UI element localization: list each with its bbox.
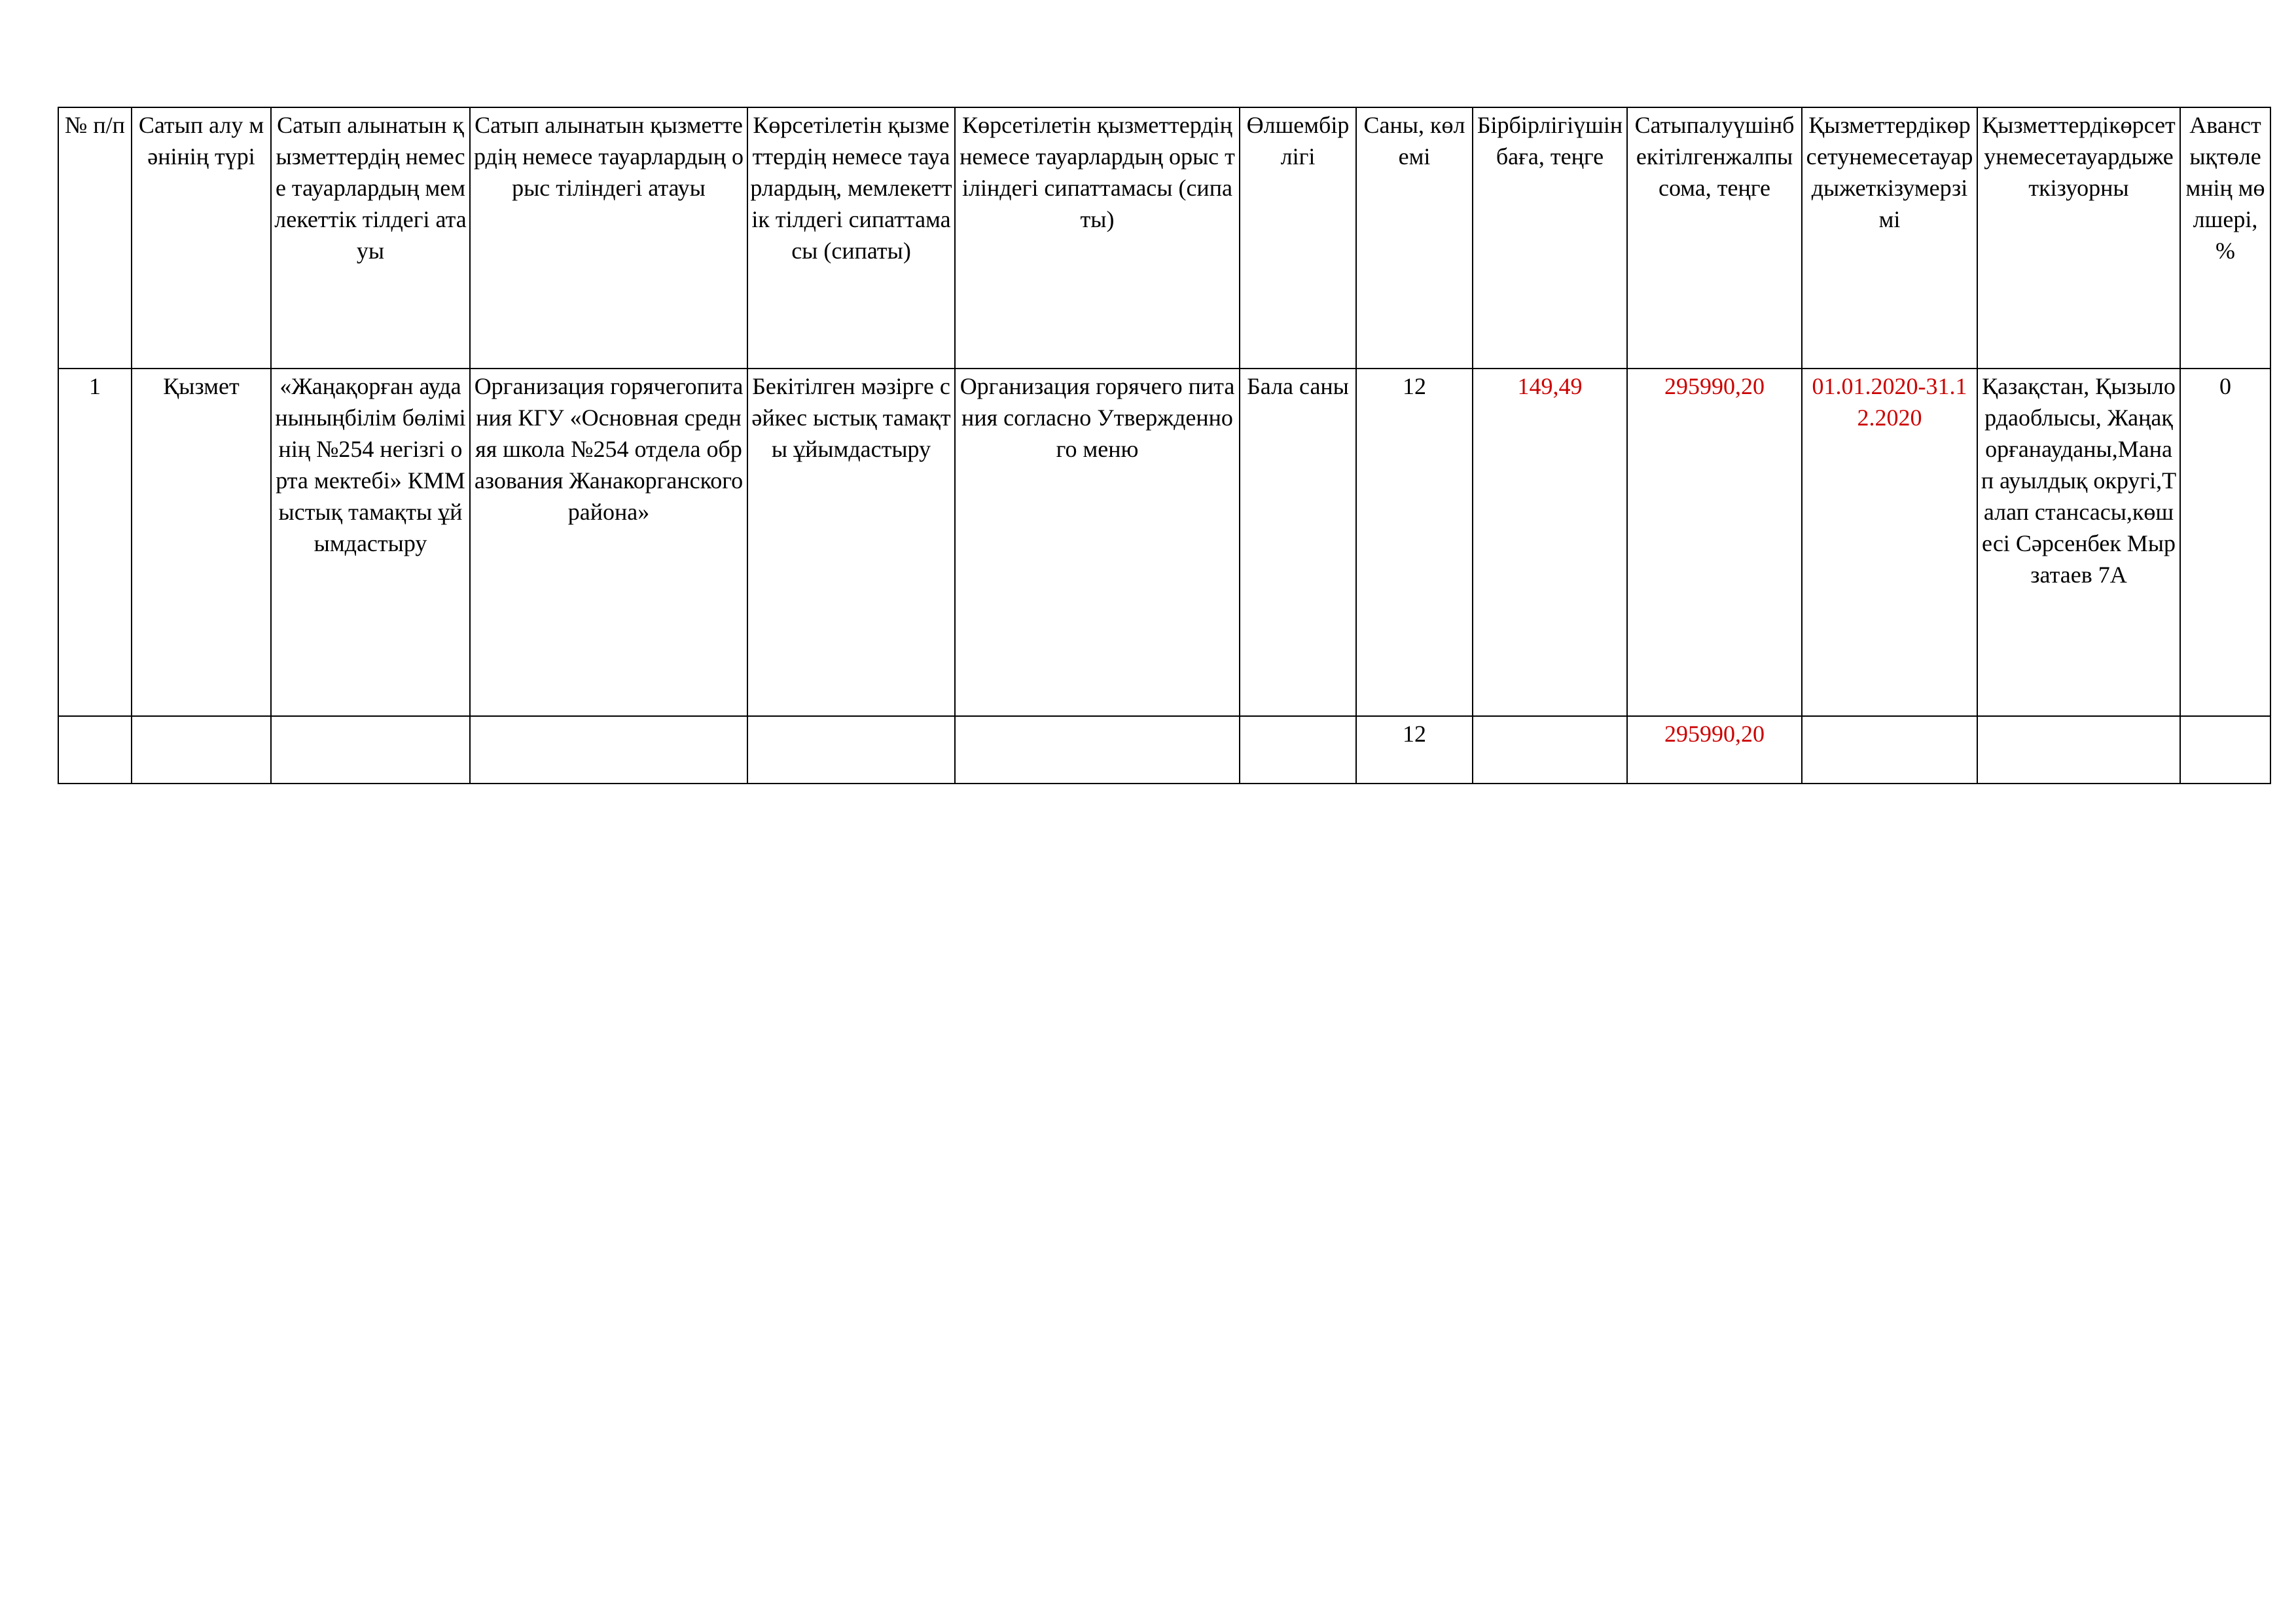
- cell-advance: 0: [2180, 369, 2270, 716]
- cell-total-sum: 295990,20: [1627, 369, 1802, 716]
- header-unit-price: Бірбірлігіүшінбаға, теңге: [1473, 107, 1627, 369]
- table-row: [58, 369, 2270, 716]
- header-place: Қызметтердікөрсетунемесетауардыжеткізуорны: [1977, 107, 2180, 369]
- total-cell-empty: [58, 716, 132, 784]
- header-name-ru: Сатып алынатын қызметтердің немесе тауарлардың орыс тіліндегі атауы: [470, 107, 747, 369]
- cell-quantity: 12: [1356, 369, 1473, 716]
- total-cell-empty: [470, 716, 747, 784]
- cell-name-ru: Организация горячегопитания КГУ «Основная средняя школа №254 отдела образования Жанакорганского района»: [470, 369, 747, 716]
- header-advance: Аванстықтөлемнің мөлшері, %: [2180, 107, 2270, 369]
- table-total-row: [58, 716, 2270, 784]
- cell-place: Қазақстан, Қызылордаоблысы, Жаңақорғанауданы,Манап ауылдық округі,Талап стансасы,көшесі Сәрсенбек Мырзатаев 7А: [1977, 369, 2180, 716]
- total-sum: 295990,20: [1627, 716, 1802, 784]
- cell-unit: Бала саны: [1240, 369, 1356, 716]
- header-num: № п/п: [58, 107, 132, 369]
- cell-unit-price: 149,49: [1473, 369, 1627, 716]
- cell-name-kz: «Жаңақорған ауданыныңбілім бөлімінің №254 негізгі орта мектебі» КММыстық тамақты ұйымдастыру: [271, 369, 470, 716]
- total-cell-empty: [271, 716, 470, 784]
- total-cell-empty: [132, 716, 271, 784]
- header-desc-ru: Көрсетілетін қызметтердің немесе тауарлардың орыс тіліндегі сипаттамасы (сипаты): [955, 107, 1240, 369]
- header-quantity: Саны, көлемі: [1356, 107, 1473, 369]
- table-header-row: [58, 107, 2270, 369]
- cell-term: 01.01.2020-31.12.2020: [1802, 369, 1977, 716]
- total-cell-empty: [1473, 716, 1627, 784]
- cell-num: 1: [58, 369, 132, 716]
- header-total-sum: Сатыпалуүшінбекітілгенжалпы сома, теңге: [1627, 107, 1802, 369]
- total-cell-empty: [2180, 716, 2270, 784]
- procurement-table: [58, 107, 2271, 784]
- header-desc-kz: Көрсетілетін қызметтердің немесе тауарлардың, мемлекеттік тілдегі сипаттамасы (сипаты): [747, 107, 955, 369]
- header-unit: Өлшембірлігі: [1240, 107, 1356, 369]
- cell-type: Қызмет: [132, 369, 271, 716]
- header-type: Сатып алу мәнінің түрі: [132, 107, 271, 369]
- total-cell-empty: [1802, 716, 1977, 784]
- header-name-kz: Сатып алынатын қызметтердің немесе тауарлардың мемлекеттік тілдегі атауы: [271, 107, 470, 369]
- header-term: Қызметтердікөрсетунемесетауардыжеткізумерзімі: [1802, 107, 1977, 369]
- total-cell-empty: [955, 716, 1240, 784]
- total-cell-empty: [1240, 716, 1356, 784]
- cell-desc-kz: Бекітілген мәзірге сәйкес ыстық тамақты ұйымдастыру: [747, 369, 955, 716]
- cell-desc-ru: Организация горячего питания согласно Утвержденного меню: [955, 369, 1240, 716]
- total-quantity: 12: [1356, 716, 1473, 784]
- total-cell-empty: [747, 716, 955, 784]
- total-cell-empty: [1977, 716, 2180, 784]
